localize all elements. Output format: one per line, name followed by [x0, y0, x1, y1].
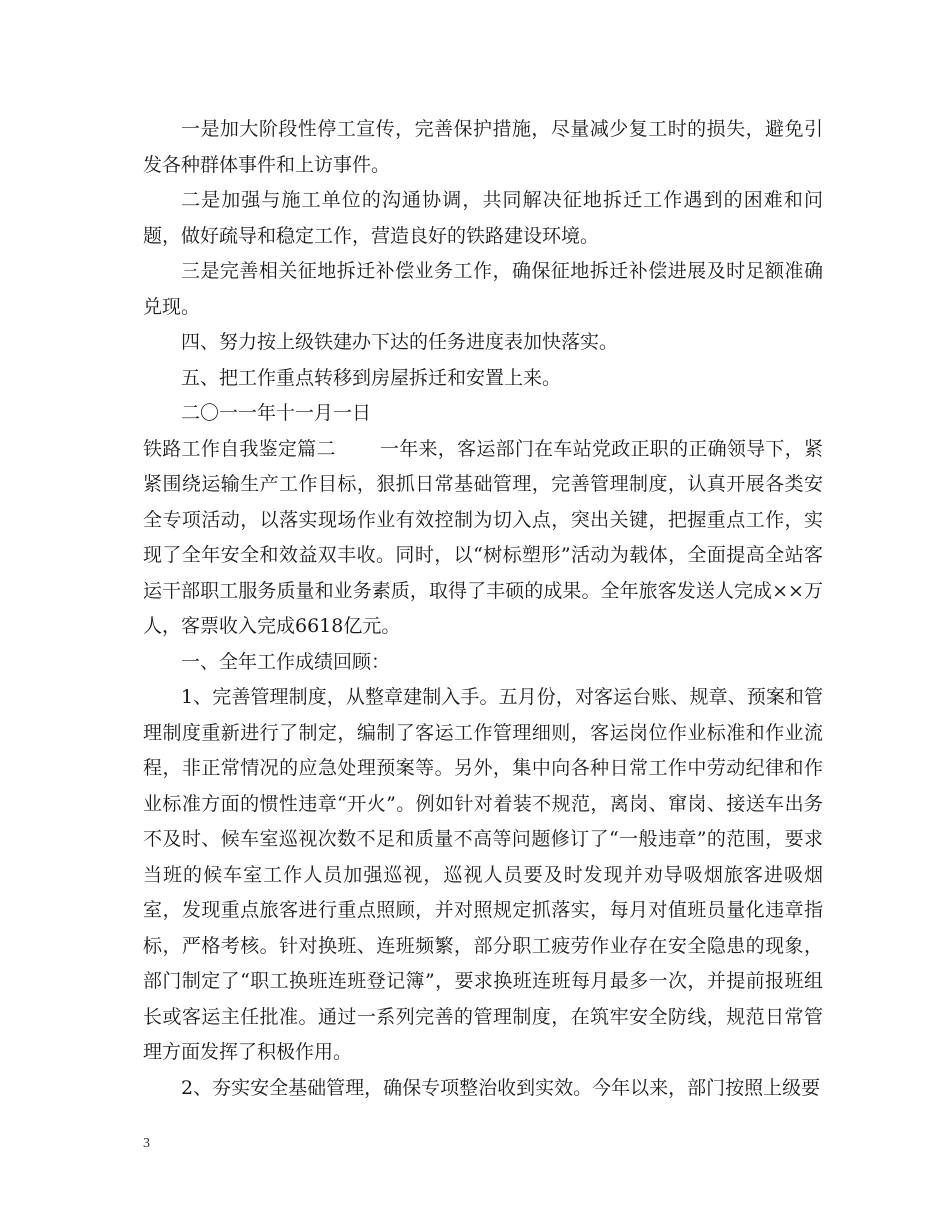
- paragraph-safety: 2、夯实安全基础管理，确保专项整治收到实效。今年以来，部门按照上级要: [181, 1076, 821, 1099]
- section-title: 铁路工作自我鉴定篇二: [143, 437, 336, 460]
- paragraph-5: 五、把工作重点转移到房屋拆迁和安置上来。: [181, 366, 562, 389]
- paragraph-2: 二是加强与施工单位的沟通协调，共同解决征地拆迁工作遇到的困难和问题，做好疏导和稳定工作，营造良好的铁路建设环境。: [143, 189, 823, 247]
- date-line: 二〇一一年十一月一日: [181, 402, 372, 424]
- subheading-review: 一、全年工作成绩回顾：: [181, 650, 391, 673]
- section-intro: 一年来，客运部门在车站党政正职的正确领导下，紧紧围绕运输生产工作目标，狠抓日常基础管理，完善管理制度，认真开展各类安全专项活动，以落实现场作业有效控制为切入点，突出关键，把握重点工作，实现了全年安全和效益双丰收。同时，以“树标塑形”活动为载体，全面提高全站客运干部职工服务质量和业务素质，取得了丰硕的成果。全年旅客发送人完成××万人，客票收入完成6618亿元。: [143, 437, 823, 637]
- paragraph-4: 四、努力按上级铁建办下达的任务进度表加快落实。: [181, 331, 619, 353]
- paragraph-3: 三是完善相关征地拆迁补偿业务工作，确保征地拆迁补偿进展及时足额准确兑现。: [143, 260, 823, 318]
- section-paragraph: [143, 432, 823, 645]
- paragraph-1: 一是加大阶段性停工宣传，完善保护措施，尽量减少复工时的损失，避免引发各种群体事件和上访事件。: [143, 118, 823, 176]
- document-page: [143, 112, 823, 1106]
- page-number: 3: [143, 1136, 150, 1151]
- paragraph-management: 1、完善管理制度，从整章建制入手。五月份，对客运台账、规章、预案和管理制度重新进行了制定，编制了客运工作管理细则，客运岗位作业标准和作业流程，非正常情况的应急处理预案等。另外，集中向各种日常工作中劳动纪律和作业标准方面的惯性违章“开火”。例如针对着装不规范，离岗、窜岗、接送车出务不及时、候车室巡视次数不足和质量不高等问题修订了“一般违章”的范围，要求当班的候车室工作人员加强巡视，巡视人员要及时发现并劝导吸烟旅客进吸烟室，发现重点旅客进行重点照顾，并对照规定抓落实，每月对值班员量化违章指标，严格考核。针对换班、连班频繁，部分职工疲劳作业存在安全隐患的现象，部门制定了“职工换班连班登记簿”，要求换班连班每月最多一次，并提前报班组长或客运主任批准。通过一系列完善的管理制度，在筑牢安全防线，规范日常管理方面发挥了积极作用。: [143, 686, 823, 1063]
